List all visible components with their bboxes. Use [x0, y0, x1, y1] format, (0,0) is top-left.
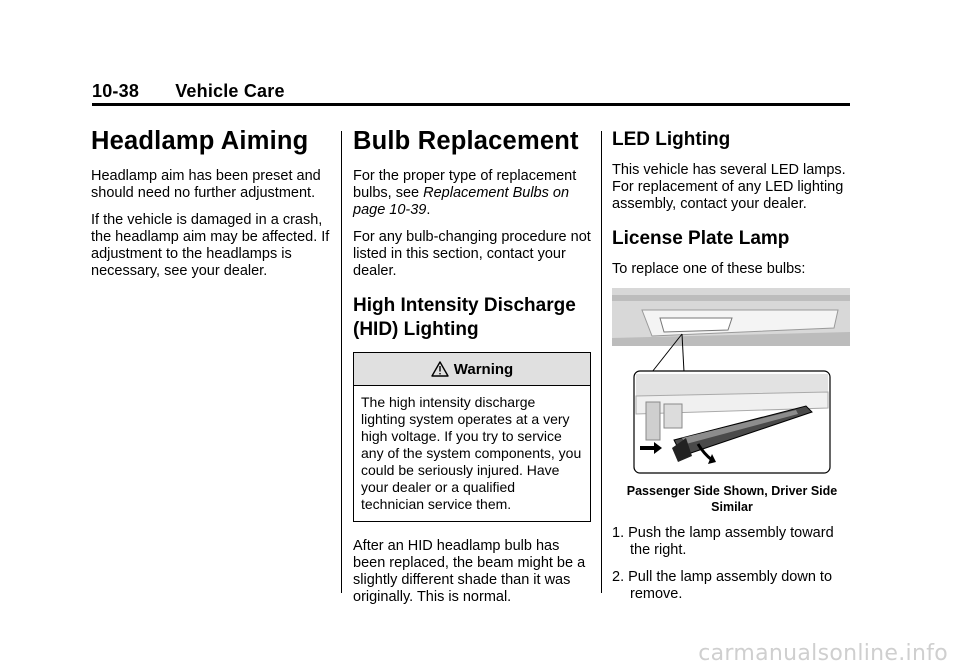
paragraph — [353, 168, 591, 219]
procedure-step: 2. Pull the lamp assembly down to remove. — [612, 569, 833, 602]
paragraph: To replace one of these bulbs: — [612, 261, 806, 277]
column-divider — [341, 131, 342, 593]
cross-reference-link[interactable]: Replacement Bulbs on page 10-39 — [353, 185, 570, 218]
column-divider — [601, 131, 602, 593]
warning-header — [354, 353, 590, 386]
warning-text: The high intensity discharge lighting system operates at a very high voltage. If you try to service any of the system components, you could be seriously injured. Have your dealer or a qualified technician service them. — [361, 394, 582, 512]
procedure-steps — [612, 525, 852, 603]
warning-title: Warning — [453, 360, 514, 378]
paragraph: For any bulb-changing procedure not listed in this section, contact your dealer. — [353, 229, 591, 279]
paragraph-text: . — [426, 202, 431, 218]
warning-box — [353, 352, 591, 522]
paragraph: If the vehicle is damaged in a crash, the headlamp aim may be affected. If adjustment to the headlamps is necessary, see your dealer. — [91, 212, 330, 279]
heading-led-lighting: LED Lighting — [612, 129, 731, 150]
header-rule — [92, 103, 850, 106]
heading-bulb-replacement: Bulb Replacement — [353, 127, 579, 155]
paragraph-text: For the proper type of replacement bulbs, see — [353, 168, 577, 201]
paragraph: Headlamp aim has been preset and should need no further adjustment. — [91, 168, 321, 201]
page-header — [92, 81, 285, 102]
column-1 — [91, 126, 331, 290]
procedure-step: 1. Push the lamp assembly toward the right. — [612, 525, 834, 558]
page-number: 10-38 — [92, 81, 140, 101]
column-2 — [353, 126, 591, 616]
heading-hid-lighting: High Intensity Discharge (HID) Lighting — [353, 295, 576, 340]
heading-license-plate-lamp: License Plate Lamp — [612, 228, 790, 249]
license-plate-lamp-illustration — [612, 288, 850, 475]
column-3 — [612, 128, 852, 613]
paragraph: After an HID headlamp bulb has been replaced, the beam might be a slightly different shade than it was originally. This is normal. — [353, 538, 586, 605]
warning-triangle-icon — [431, 361, 449, 377]
figure-caption: Passenger Side Shown, Driver Side Similar — [626, 484, 838, 514]
paragraph: This vehicle has several LED lamps. For replacement of any LED lighting assembly, contact your dealer. — [612, 162, 846, 212]
heading-headlamp-aiming: Headlamp Aiming — [91, 127, 309, 155]
lamp-removal-diagram — [612, 288, 850, 475]
section-title: Vehicle Care — [175, 81, 285, 101]
watermark: carmanualsonline.info — [698, 641, 948, 666]
